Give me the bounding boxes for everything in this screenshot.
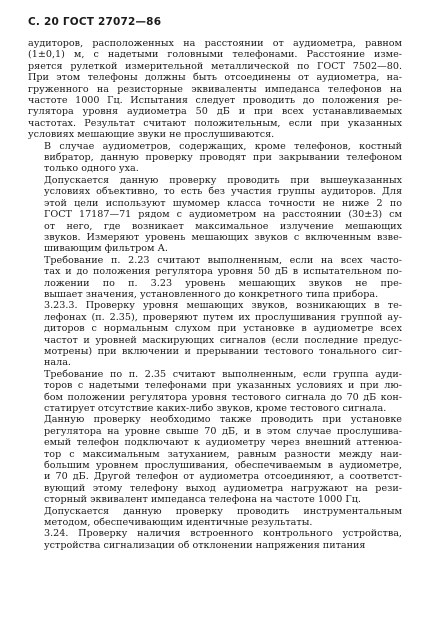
text-line: торов с надетыми телефонами при указанных условиях и при лю- [44, 380, 402, 392]
text-line: тах и до положения регулятора уровня 50 дБ в испытательном по- [44, 266, 402, 278]
paragraph [28, 414, 402, 505]
text-line: При этом телефоны должны быть отсоединены от аудиометра, на- [28, 72, 402, 84]
text-line: шивающим фильтром А. [44, 243, 168, 255]
text-line: (1±0,1) м, с надетыми головными телефонами. Расстояние изме- [28, 49, 402, 61]
text-line: частоте 1000 Гц. Испытания следует проводить до положения ре- [28, 95, 402, 107]
text-line: гулятора уровня аудиометра 50 дБ и при всех устанавливаемых [28, 106, 402, 118]
text-line: нала. [44, 357, 71, 369]
text-line: емый телефон подключают к аудиометру через внешний аттенюа- [44, 437, 402, 449]
text-line: 3.24. Проверку наличия встроенного контрольного устройства, [44, 528, 402, 540]
text-line: только одного уха. [44, 163, 139, 175]
text-line: этой цели используют шумомер класса точности не ниже 2 по [44, 197, 402, 209]
text-line: звуков. Измеряют уровень мешающих звуков с включенным взве- [44, 231, 402, 243]
document-page [28, 12, 402, 551]
document-body [28, 38, 402, 551]
page-number-and-standard: С. 20 ГОСТ 27072—86 [28, 16, 162, 28]
paragraph [28, 38, 402, 141]
page-header [28, 12, 402, 38]
paragraph [28, 369, 402, 415]
text-line: Допускается данную проверку проводить инструментальным [44, 505, 402, 517]
text-line: от него, где возникает максимальное излучение мешающих [44, 220, 402, 232]
text-line: тор с максимальным затуханием, равным разности между наи- [44, 448, 402, 460]
text-line: большим уровнем прослушивания, обеспечиваемым в аудиометре, [44, 460, 402, 472]
text-line: аудиторов, расположенных на расстоянии от аудиометра, равном [28, 38, 402, 49]
text-line: мотрены) при включении и прерывании тестового тонального сиг- [44, 345, 402, 357]
paragraph [28, 255, 402, 301]
text-line: бом положении регулятора уровня тестового сигнала до 70 дБ кон- [44, 391, 402, 403]
text-line: Допускается данную проверку проводить при вышеуказанных [44, 174, 402, 186]
text-line: методом, обеспечивающим идентичные результаты. [44, 517, 313, 529]
text-line: Требование п. 2.23 считают выполненным, если на всех часто- [44, 254, 402, 266]
text-line: сторный эквивалент импеданса телефона на частоте 1000 Гц. [44, 494, 361, 506]
text-line: и 70 дБ. Другой телефон от аудиометра отсоединяют, а соответст- [44, 471, 402, 483]
text-line: В случае аудиометров, содержащих, кроме телефонов, костный [44, 140, 402, 152]
text-line: груженного на резисторные эквиваленты импеданса телефонов на [28, 83, 402, 95]
text-line: статирует отсутствие каких-либо звуков, кроме тестового сигнала. [44, 403, 387, 414]
text-line: 3.23.3. Проверку уровня мешающих звуков, возникающих в те- [44, 300, 402, 312]
text-line: вышает значения, установленного до конкретного типа прибора. [44, 288, 379, 300]
text-line: условиях мешающие звуки не прослушиваются. [28, 129, 275, 141]
paragraph [28, 141, 402, 175]
text-line: лефонах (п. 2.35), проверяют путем их прослушивания группой ау- [44, 311, 402, 323]
text-line: ГОСТ 17187—71 рядом с аудиометром на расстоянии (30±3) см [44, 209, 402, 221]
paragraph [28, 300, 402, 368]
paragraph [28, 528, 402, 551]
text-line: вующий этому телефону выход аудиометра нагружают на рези- [44, 482, 402, 494]
text-line: ряется рулеткой измерительной металлической по ГОСТ 7502—80. [28, 60, 402, 72]
text-line: ложении по п. 3.23 уровень мешающих звуков не пре- [44, 277, 402, 289]
paragraph [28, 175, 402, 255]
text-line: регулятора на уровне свыше 70 дБ, и в этом случае прослушива- [44, 425, 402, 437]
text-line: диторов с нормальным слухом при установке в аудиометре всех [44, 323, 402, 335]
text-line: условиях объективно, то есть без участия группы аудиторов. Для [44, 186, 402, 198]
text-line: Данную проверку необходимо также проводить при установке [44, 414, 402, 426]
text-line: частотах. Результат считают положительным, если при указанных [28, 117, 402, 129]
paragraph [28, 506, 402, 529]
text-line: устройства сигнализации об отклонении напряжения питания [44, 539, 366, 551]
text-line: Требование по п. 2.35 считают выполненным, если группа ауди- [44, 368, 402, 380]
text-line: вибратор, данную проверку проводят при закрывании телефоном [44, 152, 402, 164]
text-line: частот и уровней маскирующих сигналов (если последние предус- [44, 334, 402, 346]
